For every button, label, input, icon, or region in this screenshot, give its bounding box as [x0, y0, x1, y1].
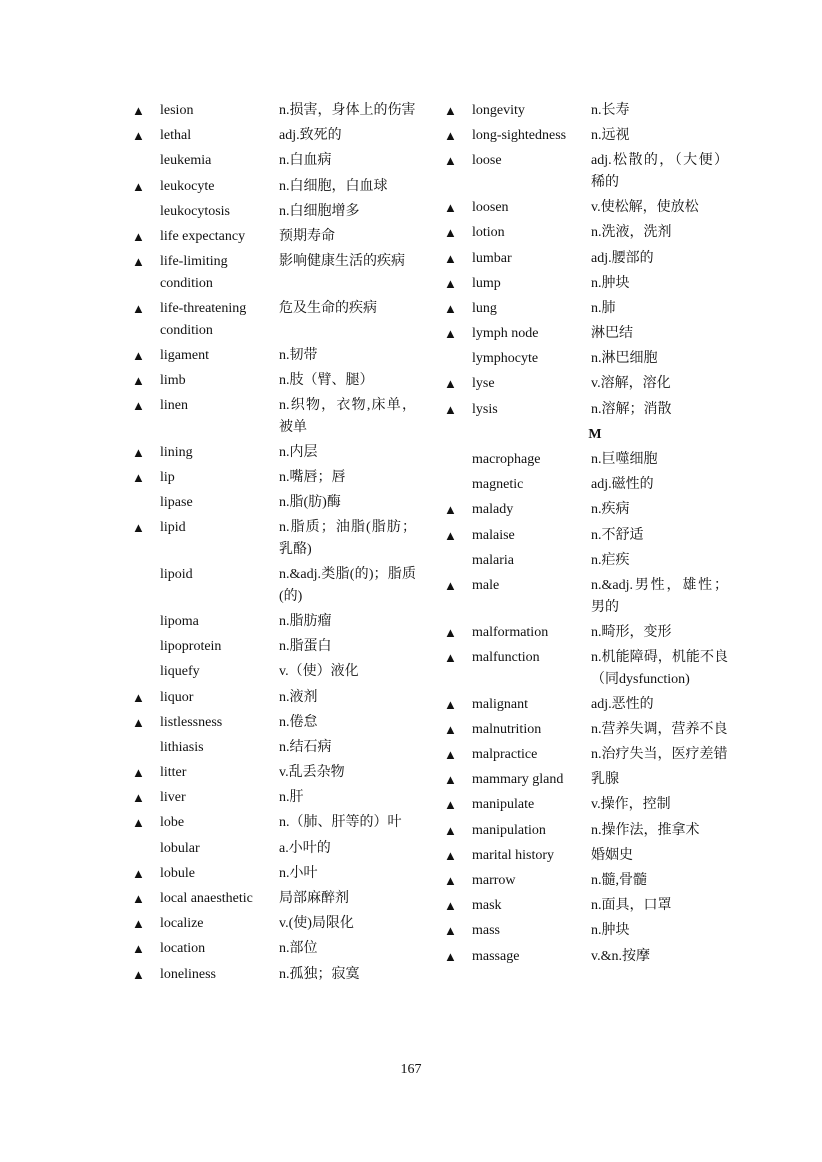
entry-term: lymphocyte	[472, 351, 539, 367]
triangle-marker-icon: ▲	[444, 948, 457, 964]
entry-term: massage	[472, 948, 520, 964]
entry-definition: n.肝	[279, 790, 304, 806]
glossary-entry	[438, 373, 728, 395]
glossary-entry	[438, 525, 728, 547]
entry-term: lumbar	[472, 250, 512, 266]
glossary-entry	[126, 812, 416, 834]
glossary-entry	[126, 345, 416, 367]
triangle-marker-icon: ▲	[444, 772, 457, 788]
entry-term: leukemia	[160, 153, 212, 169]
entry-definition: n.疾病	[591, 502, 630, 518]
entry-definition: n.（肺、肝等的）叶	[279, 815, 402, 831]
entry-term: lining	[160, 444, 193, 460]
entry-term: lipid	[160, 520, 186, 536]
entry-term: liver	[160, 790, 186, 806]
entry-term: lung	[472, 300, 497, 316]
entry-definition: n.长寿	[591, 103, 630, 118]
glossary-entry	[126, 370, 416, 392]
entry-definition: 婚姻史	[591, 847, 633, 863]
entry-definition: n.畸形，变形	[591, 624, 672, 640]
entry-definition: adj.腰部的	[591, 250, 654, 266]
glossary-entry	[438, 323, 728, 345]
entry-term: malnutrition	[472, 721, 542, 737]
triangle-marker-icon: ▲	[444, 577, 457, 593]
entry-definition: n.液剂	[279, 689, 318, 705]
entry-term: lotion	[472, 225, 505, 241]
triangle-marker-icon: ▲	[444, 696, 457, 712]
entry-definition: n.白细胞，白血球	[279, 178, 388, 194]
entry-definition: n.溶解；消散	[591, 401, 672, 417]
entry-term: lobe	[160, 815, 185, 831]
glossary-entry	[126, 863, 416, 885]
glossary-entry	[126, 176, 416, 198]
glossary-entry	[438, 694, 728, 716]
entry-term: malpractice	[472, 747, 538, 763]
glossary-entry	[126, 298, 416, 341]
entry-definition: n.韧带	[279, 347, 318, 363]
entry-term: ligament	[160, 347, 209, 363]
entry-term: life-limiting condition	[160, 254, 228, 291]
entry-term: marital history	[472, 847, 555, 863]
entry-term: lobular	[160, 840, 200, 856]
entry-definition: v.(使)局限化	[279, 916, 354, 932]
entry-definition: n.嘴唇；唇	[279, 470, 346, 486]
entry-definition: n.损害，身体上的伤害	[279, 103, 416, 118]
entry-term: lipoma	[160, 613, 199, 629]
entry-term: leukocytosis	[160, 203, 230, 219]
entry-term: leukocyte	[160, 178, 215, 194]
glossary-entry	[438, 744, 728, 766]
glossary-entry	[126, 201, 416, 223]
entry-term: mammary gland	[472, 772, 564, 788]
triangle-marker-icon: ▲	[444, 376, 457, 392]
entry-term: loneliness	[160, 966, 216, 982]
entry-definition: n.部位	[279, 941, 318, 957]
triangle-marker-icon: ▲	[444, 721, 457, 737]
triangle-marker-icon: ▲	[132, 470, 145, 486]
glossary-entry	[126, 938, 416, 960]
section-letter: M	[588, 426, 602, 442]
triangle-marker-icon: ▲	[132, 916, 145, 932]
entry-term: lithiasis	[160, 739, 204, 755]
entry-definition: n.&adj.类脂(的)；脂质(的)	[279, 567, 416, 604]
glossary-entry	[438, 575, 728, 618]
glossary-entry	[126, 226, 416, 248]
triangle-marker-icon: ▲	[444, 822, 457, 838]
triangle-marker-icon: ▲	[132, 254, 145, 270]
triangle-marker-icon: ▲	[444, 797, 457, 813]
entry-term: lyse	[472, 376, 495, 392]
glossary-entry	[438, 474, 728, 496]
triangle-marker-icon: ▲	[132, 865, 145, 881]
entry-definition: n.白细胞增多	[279, 203, 360, 219]
triangle-marker-icon: ▲	[132, 347, 145, 363]
entry-definition: n.脂质；油脂(脂肪；乳酪)	[279, 520, 416, 557]
triangle-marker-icon: ▲	[444, 649, 457, 665]
entry-definition: n.面具，口罩	[591, 898, 672, 914]
triangle-marker-icon: ▲	[444, 300, 457, 316]
entry-definition: n.小叶	[279, 865, 318, 881]
entry-term: lip	[160, 470, 175, 486]
right-entries-top	[438, 100, 728, 420]
entry-term: mass	[472, 923, 500, 939]
entry-definition: v.操作，控制	[591, 797, 671, 813]
triangle-marker-icon: ▲	[132, 714, 145, 730]
page-number: 167	[400, 1062, 422, 1077]
entry-term: lobule	[160, 865, 195, 881]
glossary-entry	[438, 222, 728, 244]
entry-definition: n.操作法，推拿术	[591, 822, 700, 838]
entry-term: localize	[160, 916, 204, 932]
entry-definition: n.肿块	[591, 275, 630, 291]
entry-definition: v.使松解，使放松	[591, 200, 699, 216]
entry-term: manipulate	[472, 797, 535, 813]
glossary-entry	[438, 622, 728, 644]
entry-term: male	[472, 577, 500, 593]
triangle-marker-icon: ▲	[444, 923, 457, 939]
entry-term: litter	[160, 765, 187, 781]
triangle-marker-icon: ▲	[444, 200, 457, 216]
entry-term: manipulation	[472, 822, 546, 838]
glossary-entry	[126, 100, 416, 122]
glossary-entry	[438, 273, 728, 295]
entry-definition: n.肺	[591, 300, 616, 316]
entry-definition: n.肿块	[591, 923, 630, 939]
glossary-entry	[126, 838, 416, 860]
triangle-marker-icon: ▲	[444, 250, 457, 266]
entry-term: lymph node	[472, 326, 539, 342]
glossary-entry	[126, 150, 416, 172]
entry-definition: n.疟疾	[591, 552, 630, 568]
entry-term: malaria	[472, 552, 514, 568]
triangle-marker-icon: ▲	[132, 228, 145, 244]
entry-term: liquefy	[160, 664, 200, 680]
triangle-marker-icon: ▲	[132, 444, 145, 460]
entry-term: malformation	[472, 624, 549, 640]
triangle-marker-icon: ▲	[132, 815, 145, 831]
glossary-entry	[126, 395, 416, 438]
entry-definition: 乳腺	[591, 772, 619, 788]
entry-term: lipase	[160, 495, 193, 511]
triangle-marker-icon: ▲	[132, 372, 145, 388]
entry-definition: adj.致死的	[279, 128, 342, 144]
entry-term: lipoprotein	[160, 639, 222, 655]
entry-term: loosen	[472, 200, 509, 216]
glossary-entry	[438, 100, 728, 122]
entry-definition: n.脂肪瘤	[279, 613, 332, 629]
entry-definition: a.小叶的	[279, 840, 331, 856]
glossary-entry	[438, 197, 728, 219]
entry-term: lesion	[160, 103, 194, 118]
entry-definition: n.髓,骨髓	[591, 873, 647, 889]
glossary-entry	[438, 769, 728, 791]
triangle-marker-icon: ▲	[132, 689, 145, 705]
right-column	[438, 100, 728, 971]
triangle-marker-icon: ▲	[444, 326, 457, 342]
entry-term: loose	[472, 153, 502, 169]
entry-term: lysis	[472, 401, 498, 417]
entry-definition: n.肢（臂、腿）	[279, 372, 374, 388]
entry-term: location	[160, 941, 206, 957]
triangle-marker-icon: ▲	[132, 765, 145, 781]
triangle-marker-icon: ▲	[444, 873, 457, 889]
glossary-entry	[438, 719, 728, 741]
entry-definition: n.&adj.男性，雄性；男的	[591, 577, 728, 615]
entry-definition: v.（使）液化	[279, 664, 359, 680]
glossary-entry	[438, 895, 728, 917]
entry-definition: adj.恶性的	[591, 696, 654, 712]
triangle-marker-icon: ▲	[132, 300, 145, 316]
entry-term: life-threatening condition	[160, 300, 247, 338]
entry-term: longevity	[472, 103, 525, 118]
glossary-entry	[126, 913, 416, 935]
triangle-marker-icon: ▲	[444, 847, 457, 863]
glossary-entry	[126, 888, 416, 910]
entry-definition: n.倦怠	[279, 714, 318, 730]
entry-definition: v.&n.按摩	[591, 948, 650, 964]
entry-definition: n.巨噬细胞	[591, 452, 658, 468]
entry-definition: 影响健康生活的疾病	[279, 254, 405, 270]
glossary-entry	[438, 794, 728, 816]
entry-term: local anaesthetic	[160, 891, 253, 907]
glossary-entry	[438, 870, 728, 892]
left-column	[126, 100, 416, 989]
right-entries-bottom	[438, 449, 728, 967]
entry-term: mask	[472, 898, 502, 914]
entry-definition: n.白血病	[279, 153, 332, 169]
entry-definition: adj.松散的，（大便）稀的	[591, 153, 728, 190]
entry-definition: n.内层	[279, 444, 318, 460]
entry-term: marrow	[472, 873, 516, 889]
glossary-entry	[126, 964, 416, 986]
entry-term: malfunction	[472, 649, 540, 665]
glossary-entry	[438, 499, 728, 521]
entry-term: lump	[472, 275, 501, 291]
glossary-entry	[438, 845, 728, 867]
triangle-marker-icon: ▲	[444, 527, 457, 543]
triangle-marker-icon: ▲	[444, 898, 457, 914]
glossary-entry	[438, 647, 728, 690]
glossary-entry	[126, 787, 416, 809]
triangle-marker-icon: ▲	[132, 790, 145, 806]
glossary-entry	[126, 517, 416, 560]
triangle-marker-icon: ▲	[132, 520, 145, 536]
entry-term: malady	[472, 502, 514, 518]
entry-term: linen	[160, 398, 188, 414]
entry-term: long-sightedness	[472, 128, 567, 144]
triangle-marker-icon: ▲	[444, 401, 457, 417]
triangle-marker-icon: ▲	[132, 103, 145, 118]
entry-definition: 预期寿命	[279, 228, 335, 244]
entry-term: lipoid	[160, 567, 193, 583]
glossary-entry	[438, 125, 728, 147]
glossary-entry	[438, 348, 728, 370]
entry-definition: n.机能障碍，机能不良（同dysfunction)	[591, 649, 728, 687]
triangle-marker-icon: ▲	[132, 941, 145, 957]
entry-definition: n.织物，衣物,床单，被单	[279, 398, 416, 435]
glossary-entry	[126, 687, 416, 709]
triangle-marker-icon: ▲	[444, 502, 457, 518]
entry-term: liquor	[160, 689, 194, 705]
entry-term: listlessness	[160, 714, 223, 730]
entry-definition: n.脂(肪)酶	[279, 495, 341, 511]
glossary-entry	[126, 467, 416, 489]
entry-definition: 危及生命的疾病	[279, 300, 377, 316]
triangle-marker-icon: ▲	[444, 128, 457, 144]
entry-definition: n.营养失调，营养不良	[591, 721, 728, 737]
glossary-entry	[126, 611, 416, 633]
entry-definition: n.孤独；寂寞	[279, 966, 360, 982]
glossary-entry	[126, 442, 416, 464]
entry-term: malaise	[472, 527, 515, 543]
triangle-marker-icon: ▲	[132, 891, 145, 907]
glossary-entry	[438, 946, 728, 968]
entry-definition: 淋巴结	[591, 326, 633, 342]
glossary-entry	[438, 449, 728, 471]
entry-definition: 局部麻醉剂	[279, 891, 349, 907]
entry-term: magnetic	[472, 477, 524, 493]
entry-definition: n.洗液，洗剂	[591, 225, 672, 241]
glossary-entry	[126, 636, 416, 658]
entry-term: lethal	[160, 128, 192, 144]
triangle-marker-icon: ▲	[132, 128, 145, 144]
entry-term: life expectancy	[160, 228, 246, 244]
glossary-entry	[438, 248, 728, 270]
triangle-marker-icon: ▲	[132, 178, 145, 194]
entry-term: macrophage	[472, 452, 541, 468]
triangle-marker-icon: ▲	[132, 966, 145, 982]
glossary-entry	[126, 762, 416, 784]
triangle-marker-icon: ▲	[444, 153, 457, 169]
triangle-marker-icon: ▲	[444, 747, 457, 763]
glossary-entry	[438, 820, 728, 842]
entry-definition: n.脂蛋白	[279, 639, 332, 655]
triangle-marker-icon: ▲	[444, 225, 457, 241]
glossary-entry	[438, 399, 728, 421]
triangle-marker-icon: ▲	[444, 275, 457, 291]
entry-definition: v.乱丢杂物	[279, 765, 345, 781]
glossary-entry	[438, 920, 728, 942]
glossary-entry	[126, 712, 416, 734]
triangle-marker-icon: ▲	[444, 103, 457, 118]
glossary-entry	[126, 251, 416, 294]
entry-definition: v.溶解，溶化	[591, 376, 671, 392]
entry-definition: n.治疗失当，医疗差错	[591, 747, 728, 763]
glossary-entry	[438, 550, 728, 572]
glossary-entry	[438, 298, 728, 320]
glossary-entry	[126, 737, 416, 759]
triangle-marker-icon: ▲	[132, 398, 145, 414]
triangle-marker-icon: ▲	[444, 624, 457, 640]
entry-definition: adj.磁性的	[591, 477, 654, 493]
glossary-entry	[126, 125, 416, 147]
entry-term: malignant	[472, 696, 528, 712]
glossary-entry	[438, 150, 728, 193]
entry-term: limb	[160, 372, 186, 388]
glossary-entry	[126, 661, 416, 683]
glossary-entry	[126, 492, 416, 514]
entry-definition: n.不舒适	[591, 527, 644, 543]
entry-definition: n.结石病	[279, 739, 332, 755]
entry-definition: n.远视	[591, 128, 630, 144]
entry-definition: n.淋巴细胞	[591, 351, 658, 367]
glossary-entry	[126, 564, 416, 607]
